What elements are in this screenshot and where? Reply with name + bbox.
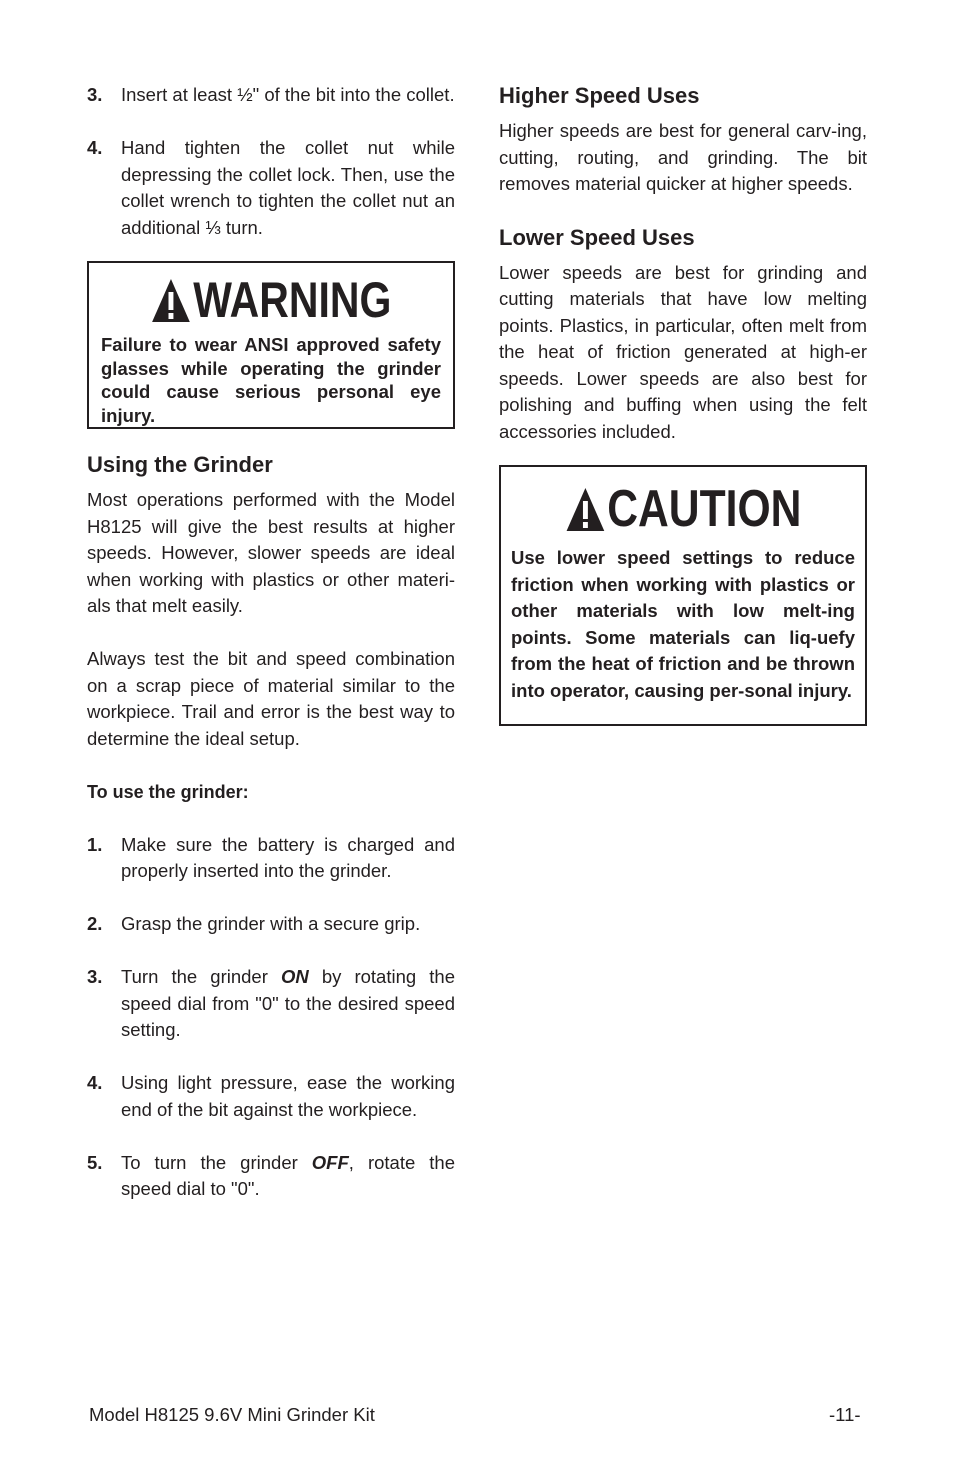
caution-body: Use lower speed settings to reduce friction when working with plastics or other materials with low melt-ing points. Some materials can liq-uefy from the heat of friction and be thrown into operator, causing per-sonal injury.	[511, 547, 855, 701]
higher-speed-text: Higher speeds are best for general carv-ing, cutting, routing, and grinding. The bit removes material quicker at higher speeds.	[499, 120, 867, 194]
step-number: 2.	[87, 913, 103, 934]
footer-model: Model H8125 9.6V Mini Grinder Kit	[89, 1404, 375, 1425]
step-text: Grasp the grinder with a secure grip.	[121, 913, 421, 934]
use-step-1	[87, 832, 455, 885]
to-use-label: To use the grinder:	[87, 781, 249, 802]
step-text: Make sure the battery is charged and properly inserted into the grinder.	[121, 833, 455, 881]
caution-title-text: CAUTION	[607, 480, 802, 538]
warning-box	[87, 261, 455, 429]
step-text-post: , rotate the speed dial to "0".	[121, 1151, 455, 1199]
step-number: 3.	[87, 966, 103, 987]
lower-speed-text: Lower speeds are best for grinding and cutting materials that have low melting points. Plastics, in particular, often melt from the heat of friction generated at high-er speeds. Lower speeds are also best for polishing and buffing when using the felt accessories included.	[499, 261, 867, 442]
using-paragraph-1: Most operations performed with the Model H8125 will give the best results at higher speeds. However, slower speeds are ideal when working with plastics or other materi-als that melt easily.	[87, 489, 455, 616]
step-text-pre: To turn the grinder	[121, 1151, 312, 1173]
step-number: 4.	[87, 1072, 103, 1093]
warning-title-text: WARNING	[193, 272, 392, 328]
warning-body: Failure to wear ANSI approved safety glasses while operating the grinder could cause serious personal eye injury.	[101, 334, 441, 426]
on-emphasis: ON	[280, 966, 309, 987]
step-text: Using light pressure, ease the working end of the bit against the workpiece.	[121, 1072, 455, 1120]
step-number: 3.	[87, 84, 103, 105]
use-step-2	[87, 911, 455, 938]
caution-icon	[565, 484, 606, 534]
caution-box	[499, 465, 867, 726]
step-text: Hand tighten the collet nut while depressing the collet lock. Then, use the collet wrench to tighten the collet nut an additional ⅓ turn.	[121, 137, 455, 238]
step-text	[121, 964, 455, 1044]
warning-title	[132, 273, 411, 327]
using-paragraph-2: Always test the bit and speed combination on a scrap piece of material similar to the workpiece. Trail and error is the best way to determine the ideal setup.	[87, 648, 455, 749]
use-step-5	[87, 1150, 455, 1203]
step-text	[121, 1150, 455, 1203]
caution-title	[542, 481, 824, 537]
left-column	[87, 82, 455, 1203]
step-4-tighten-collet	[87, 135, 455, 241]
step-text: Insert at least ½" of the bit into the collet.	[121, 84, 455, 105]
step-text-pre: Turn the grinder	[121, 966, 281, 987]
off-emphasis: OFF	[311, 1151, 349, 1173]
warning-icon	[151, 275, 192, 325]
higher-speed-heading: Higher Speed Uses	[499, 83, 700, 108]
lower-speed-heading: Lower Speed Uses	[499, 224, 695, 250]
footer-page-number: -11-	[829, 1404, 861, 1425]
step-text-post: by rotating the speed dial from "0" to the desired speed setting.	[121, 966, 455, 1040]
step-3-bit-insert	[87, 82, 455, 109]
using-grinder-heading: Using the Grinder	[87, 452, 273, 477]
use-step-4	[87, 1070, 455, 1123]
step-number: 5.	[87, 1151, 103, 1173]
use-step-3	[87, 964, 455, 1044]
step-number: 1.	[87, 833, 103, 855]
step-number: 4.	[87, 137, 103, 158]
right-column	[499, 82, 867, 726]
